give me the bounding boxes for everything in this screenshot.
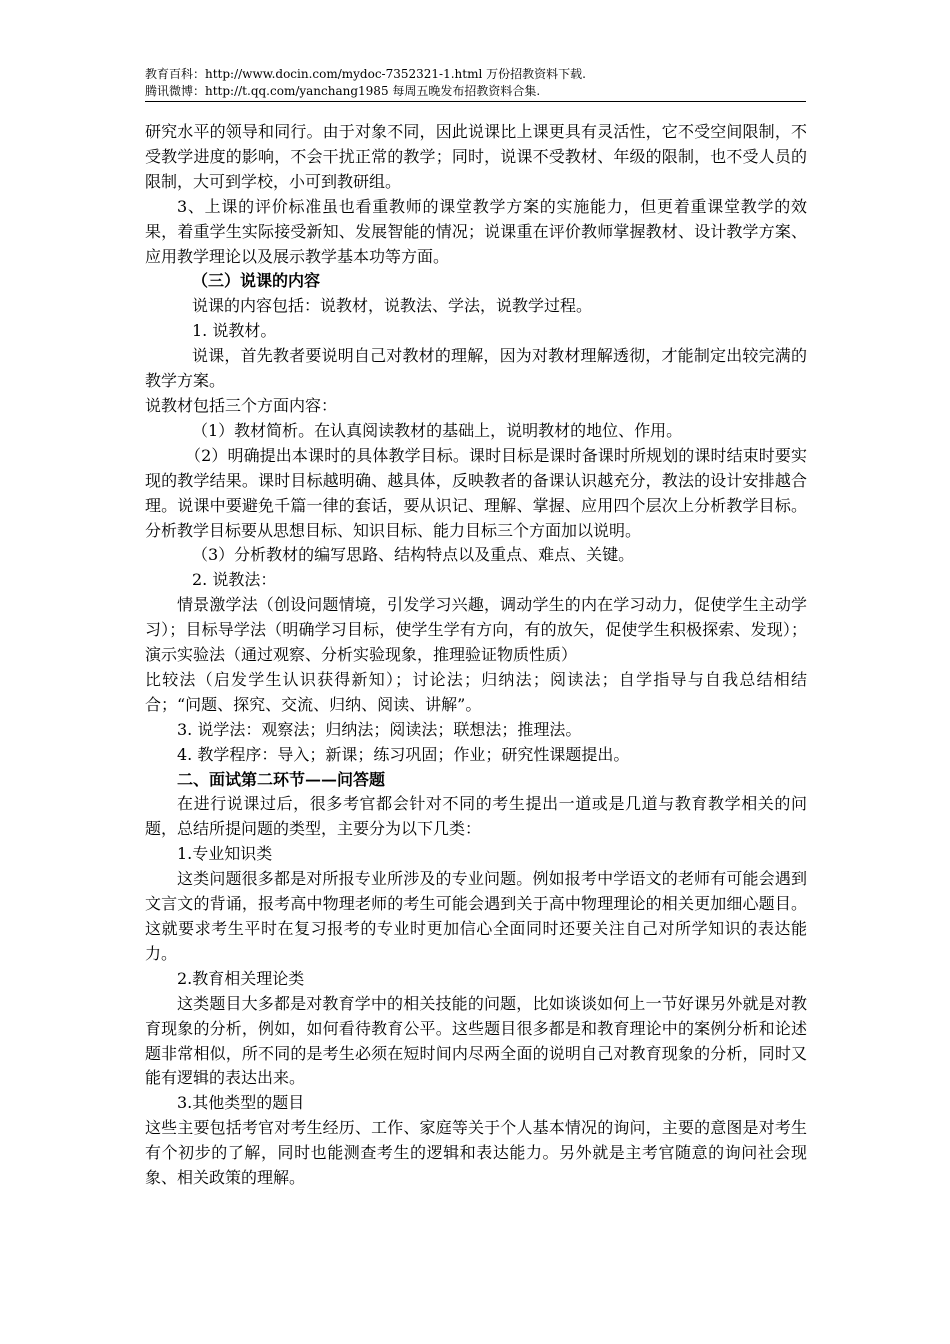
- header-line-docin: 教育百科：http://www.docin.com/mydoc-7352321-1.html 万份招教资料下载.: [145, 67, 586, 81]
- section-heading: 二、面试第二环节——问答题: [177, 769, 386, 789]
- paragraph: 这些主要包括考官对考生经历、工作、家庭等关于个人基本情况的询问，主要的意图是对考生有个初步的了解，同时也能测查考生的逻辑和表达能力。另外就是主考官随意的询问社会现象、相关政策的理解。: [145, 1118, 807, 1188]
- section-heading: （三）说课的内容: [192, 271, 321, 291]
- document-body: [145, 120, 807, 1191]
- paragraph: 说教材包括三个方面内容：: [145, 395, 338, 415]
- paragraph: 情景激学法（创设问题情境，引发学习兴趣，调动学生的内在学习动力，促使学生主动学习）；目标导学法（明确学习目标，使学生学有方向，有的放矢，促使学生积极探索、发现）；演示实验法（通过观察、分析实验现象，推理验证物质性质）: [145, 595, 807, 665]
- paragraph: 这类题目大多都是对教育学中的相关技能的问题，比如谈谈如何上一节好课另外就是对教育现象的分析，例如，如何看待教育公平。这些题目很多都是和教育理论中的案例分析和论述题非常相似，所不同的是考生必须在短时间内尽两全面的说明自己对教育现象的分析，同时又能有逻辑的表达出来。: [145, 993, 807, 1088]
- list-item: （1）教材简析。在认真阅读教材的基础上，说明教材的地位、作用。: [192, 420, 683, 440]
- list-item: （3）分析教材的编写思路、结构特点以及重点、难点、关键。: [192, 545, 635, 565]
- paragraph: 这类问题很多都是对所报专业所涉及的专业问题。例如报考中学语文的老师有可能会遇到文言文的背诵，报考高中物理老师的考生可能会遇到关于高中物理理论的相关更加细心题目。这就要求考生平时在复习报考的专业时更加信心全面同时还要关注自己对所学知识的表达能力。: [145, 869, 807, 963]
- subheading: 4. 教学程序：导入；新课；练习巩固；作业；研究性课题提出。: [177, 744, 630, 764]
- subheading: 2.教育相关理论类: [177, 968, 305, 988]
- paragraph: 比较法（启发学生认识获得新知）；讨论法；归纳法；阅读法；自学指导与自我总结相结合；“问题、探究、交流、归纳、阅读、讲解”。: [145, 669, 807, 714]
- subheading: 1.专业知识类: [177, 844, 273, 864]
- subheading: 2. 说教法：: [192, 570, 277, 590]
- page-header: [145, 66, 805, 100]
- paragraph: 3、上课的评价标准虽也看重教师的课堂教学方案的实施能力，但更着重课堂教学的效果，着重学生实际接受新知、发展智能的情况；说课重在评价教师掌握教材、设计教学方案、应用教学理论以及展示教学基本功等方面。: [145, 196, 807, 266]
- subheading: 1. 说教材。: [192, 321, 277, 341]
- paragraph: 说课的内容包括：说教材，说教法、学法，说教学过程。: [192, 296, 593, 316]
- subheading: 3. 说学法：观察法；归纳法；阅读法；联想法；推理法。: [177, 719, 582, 739]
- header-divider: [145, 101, 806, 102]
- subheading: 3.其他类型的题目: [177, 1093, 305, 1113]
- paragraph: 在进行说课过后，很多考官都会针对不同的考生提出一道或是几道与教育教学相关的问题，总结所提问题的类型，主要分为以下几类：: [145, 794, 807, 839]
- list-item: （2）明确提出本课时的具体教学目标。课时目标是课时备课时所规划的课时结束时要实现的教学结果。课时目标越明确、越具体，反映教者的备课认识越充分，教法的设计安排越合理。说课中要避免千篇一律的套话，要从识记、理解、掌握、应用四个层次上分析教学目标。分析教学目标要从思想目标、知识目标、能力目标三个方面加以说明。: [145, 445, 807, 540]
- paragraph: 研究水平的领导和同行。由于对象不同，因此说课比上课更具有灵活性，它不受空间限制，不受教学进度的影响，不会干扰正常的教学；同时，说课不受教材、年级的限制，也不受人员的限制，大可到学校，小可到教研组。: [145, 122, 807, 191]
- paragraph: 说课，首先教者要说明自己对教材的理解，因为对教材理解透彻，才能制定出较完满的教学方案。: [145, 346, 807, 391]
- header-line-weibo: 腾讯微博：http://t.qq.com/yanchang1985 每周五晚发布招教资料合集.: [145, 84, 541, 98]
